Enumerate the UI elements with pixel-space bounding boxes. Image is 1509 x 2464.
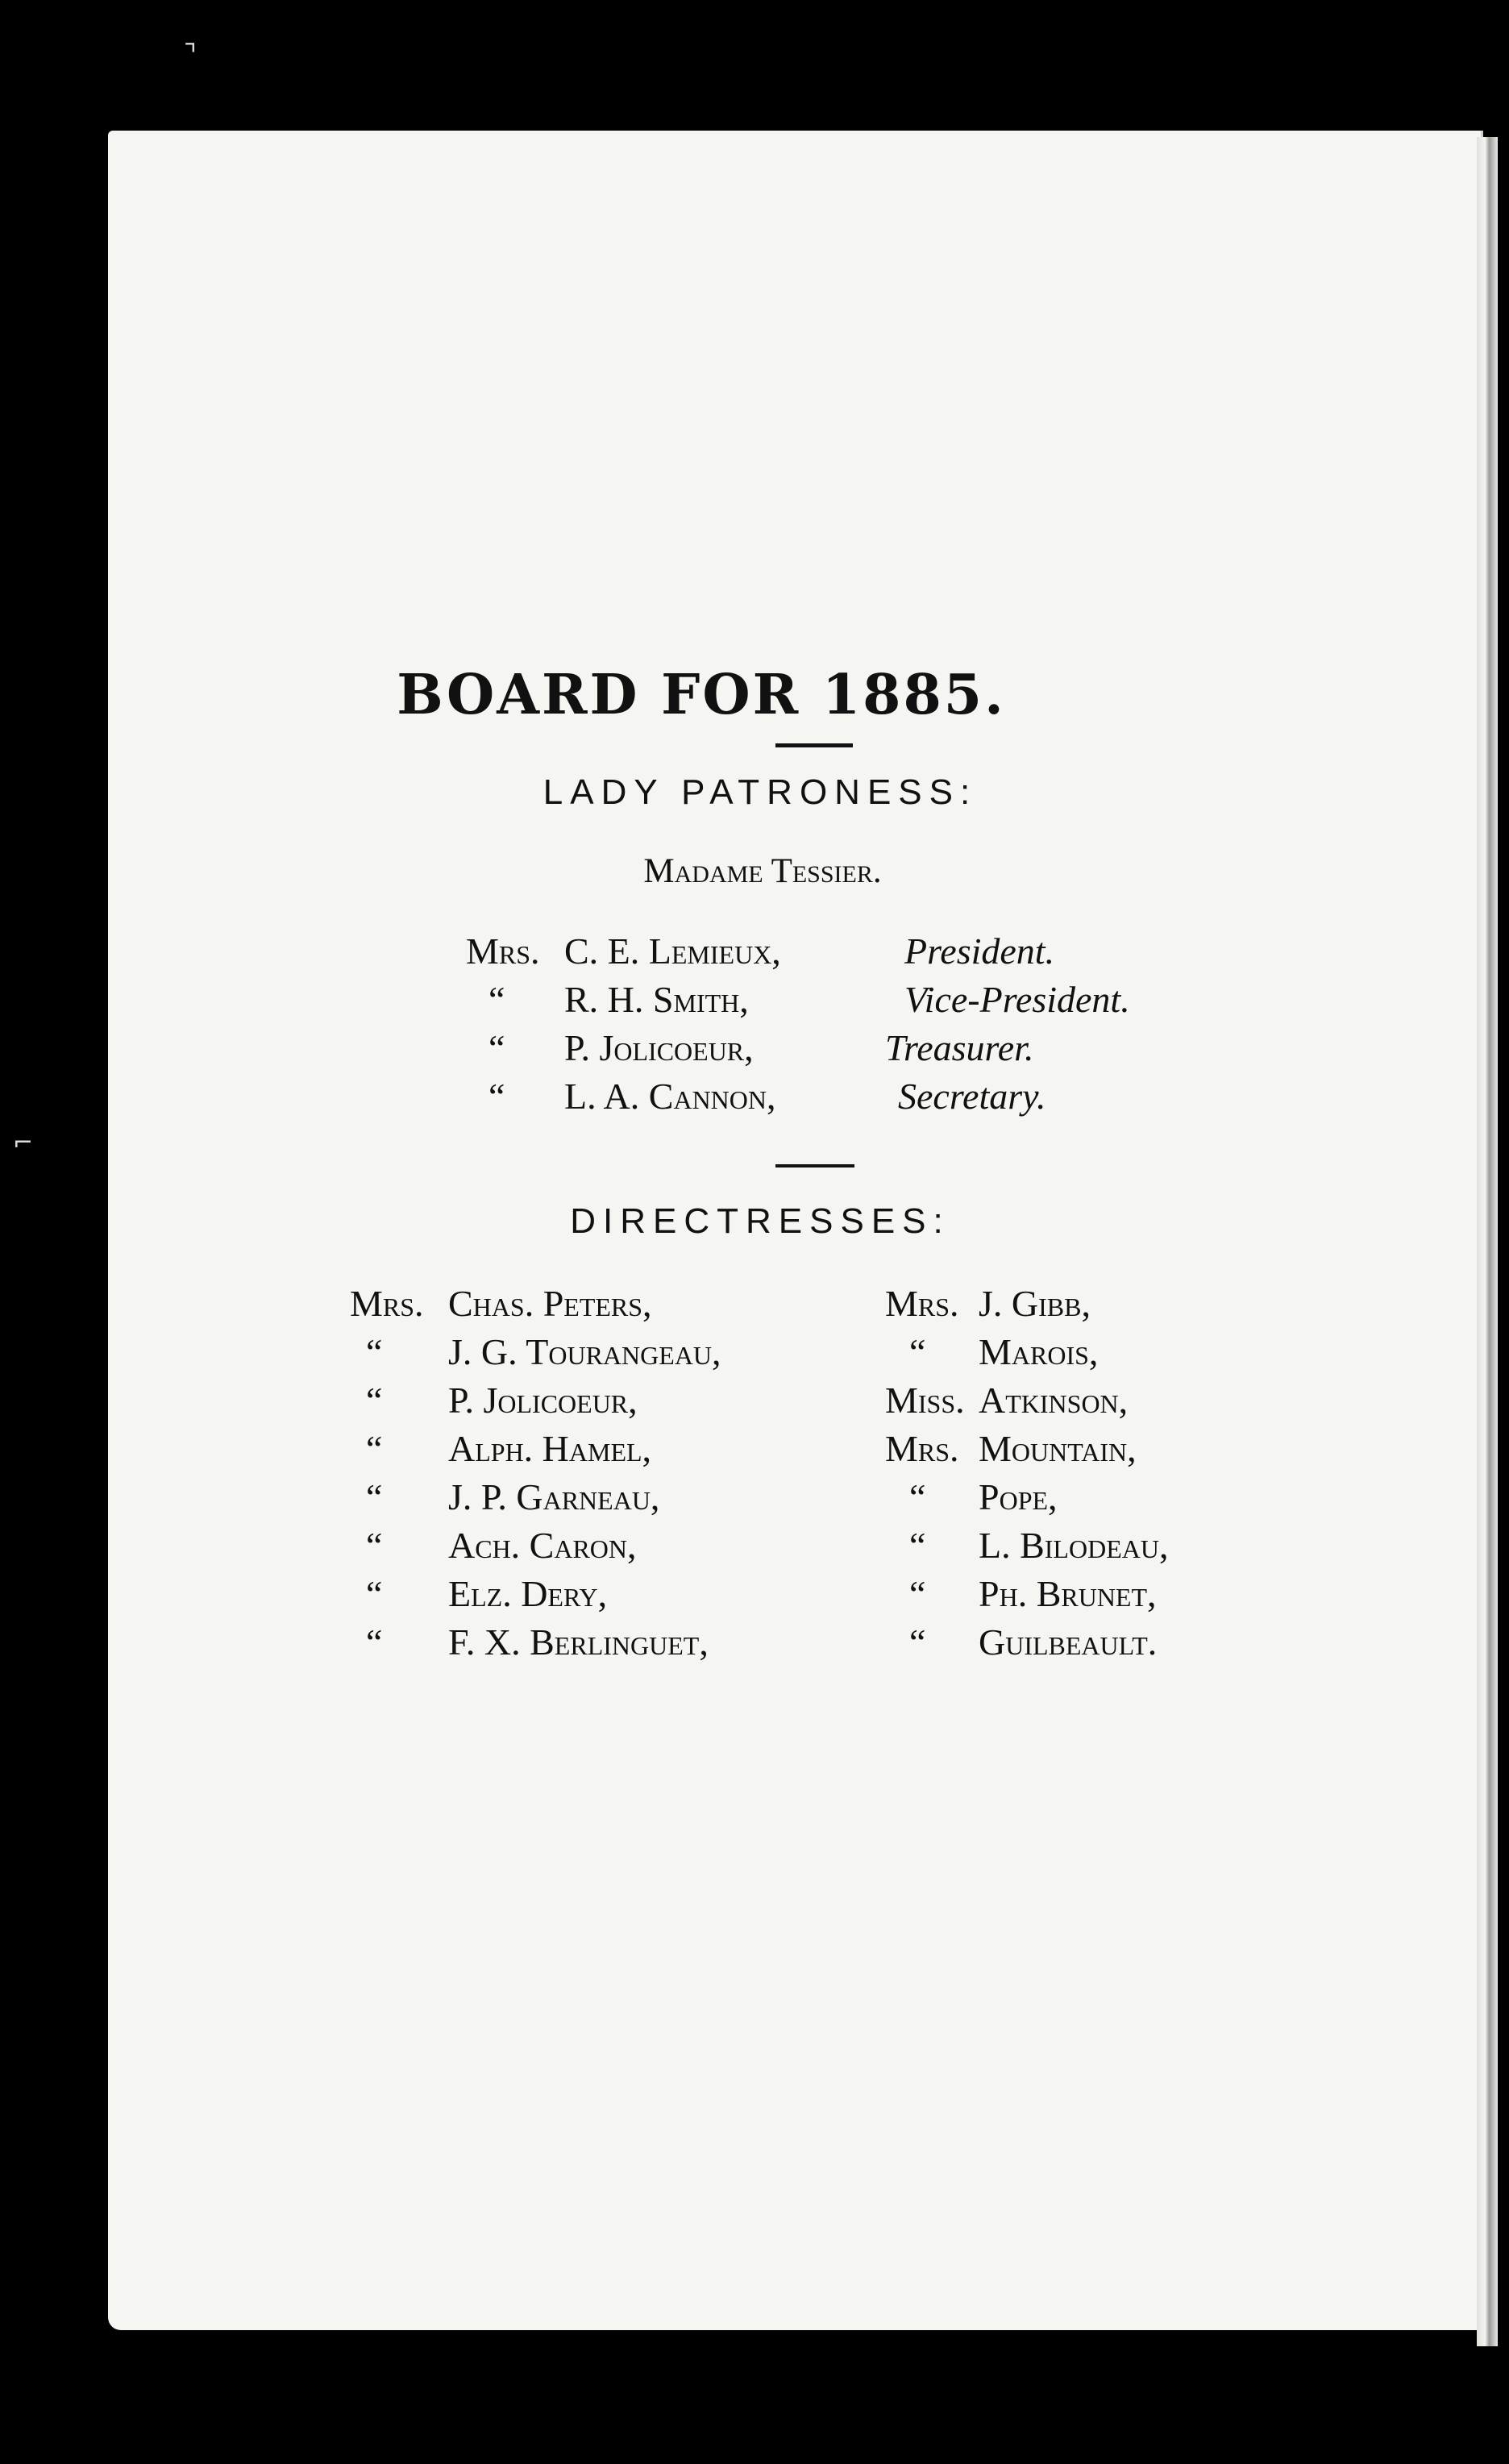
officer-office: Secretary. xyxy=(898,1076,1046,1117)
directress-prefix: Mrs. xyxy=(350,1283,424,1324)
directress-name: L. Bilodeau, xyxy=(979,1525,1169,1566)
title-divider xyxy=(775,743,853,747)
officer-name: R. H. Smith, xyxy=(564,979,749,1020)
directress-prefix: “ xyxy=(909,1331,926,1372)
officer-name: C. E. Lemieux, xyxy=(564,930,781,972)
directress-name: J. G. Tourangeau, xyxy=(448,1331,721,1372)
directress-name: Chas. Peters, xyxy=(448,1283,652,1324)
page-title: BOARD FOR 1885. xyxy=(397,663,1006,727)
directress-name: Guilbeault. xyxy=(979,1621,1158,1663)
directress-name: F. X. Berlinguet, xyxy=(448,1621,709,1663)
directress-name: Ph. Brunet, xyxy=(979,1573,1157,1614)
officer-name: P. Jolicoeur, xyxy=(564,1027,754,1068)
directress-prefix: “ xyxy=(366,1331,383,1372)
directress-prefix: “ xyxy=(909,1573,926,1614)
directress-prefix: “ xyxy=(366,1525,383,1566)
officer-prefix: “ xyxy=(488,1027,505,1068)
scan-speck: ⌝ xyxy=(184,39,197,71)
section-divider xyxy=(775,1164,854,1167)
directress-prefix: “ xyxy=(909,1621,926,1663)
officer-office: Treasurer. xyxy=(885,1027,1034,1068)
directress-name: Marois, xyxy=(979,1331,1099,1372)
directress-prefix: “ xyxy=(366,1573,383,1614)
directress-prefix: “ xyxy=(909,1525,926,1566)
directress-prefix: Mrs. xyxy=(885,1428,959,1469)
officer-prefix: “ xyxy=(488,1076,505,1117)
directress-prefix: “ xyxy=(366,1428,383,1469)
directress-prefix: Mrs. xyxy=(885,1283,959,1324)
page-edge xyxy=(1477,137,1498,2346)
directress-name: J. P. Garneau, xyxy=(448,1476,660,1517)
officer-prefix: “ xyxy=(488,979,505,1020)
directress-name: Mountain, xyxy=(979,1428,1137,1469)
directress-name: Elz. Dery, xyxy=(448,1573,608,1614)
directress-prefix: “ xyxy=(366,1621,383,1663)
directress-name: J. Gibb, xyxy=(979,1283,1091,1324)
directress-name: P. Jolicoeur, xyxy=(448,1380,638,1421)
directress-prefix: Miss. xyxy=(885,1380,965,1421)
lady-patroness-heading: LADY PATRONESS: xyxy=(542,772,978,812)
directress-name: Pope, xyxy=(979,1476,1058,1517)
scan-speck: ⌐ xyxy=(13,1129,34,1157)
directress-prefix: “ xyxy=(909,1476,926,1517)
directress-prefix: “ xyxy=(366,1380,383,1421)
officer-prefix: Mrs. xyxy=(466,930,540,972)
directresses-heading: DIRECTRESSES: xyxy=(570,1201,950,1241)
officer-office: Vice-President. xyxy=(904,979,1130,1020)
lady-patroness-name: Madame Tessier. xyxy=(643,852,882,890)
directress-name: Alph. Hamel, xyxy=(448,1428,652,1469)
officer-office: President. xyxy=(904,930,1055,972)
directress-name: Ach. Caron, xyxy=(448,1525,637,1566)
directress-prefix: “ xyxy=(366,1476,383,1517)
directress-name: Atkinson, xyxy=(979,1380,1129,1421)
officer-name: L. A. Cannon, xyxy=(564,1076,776,1117)
